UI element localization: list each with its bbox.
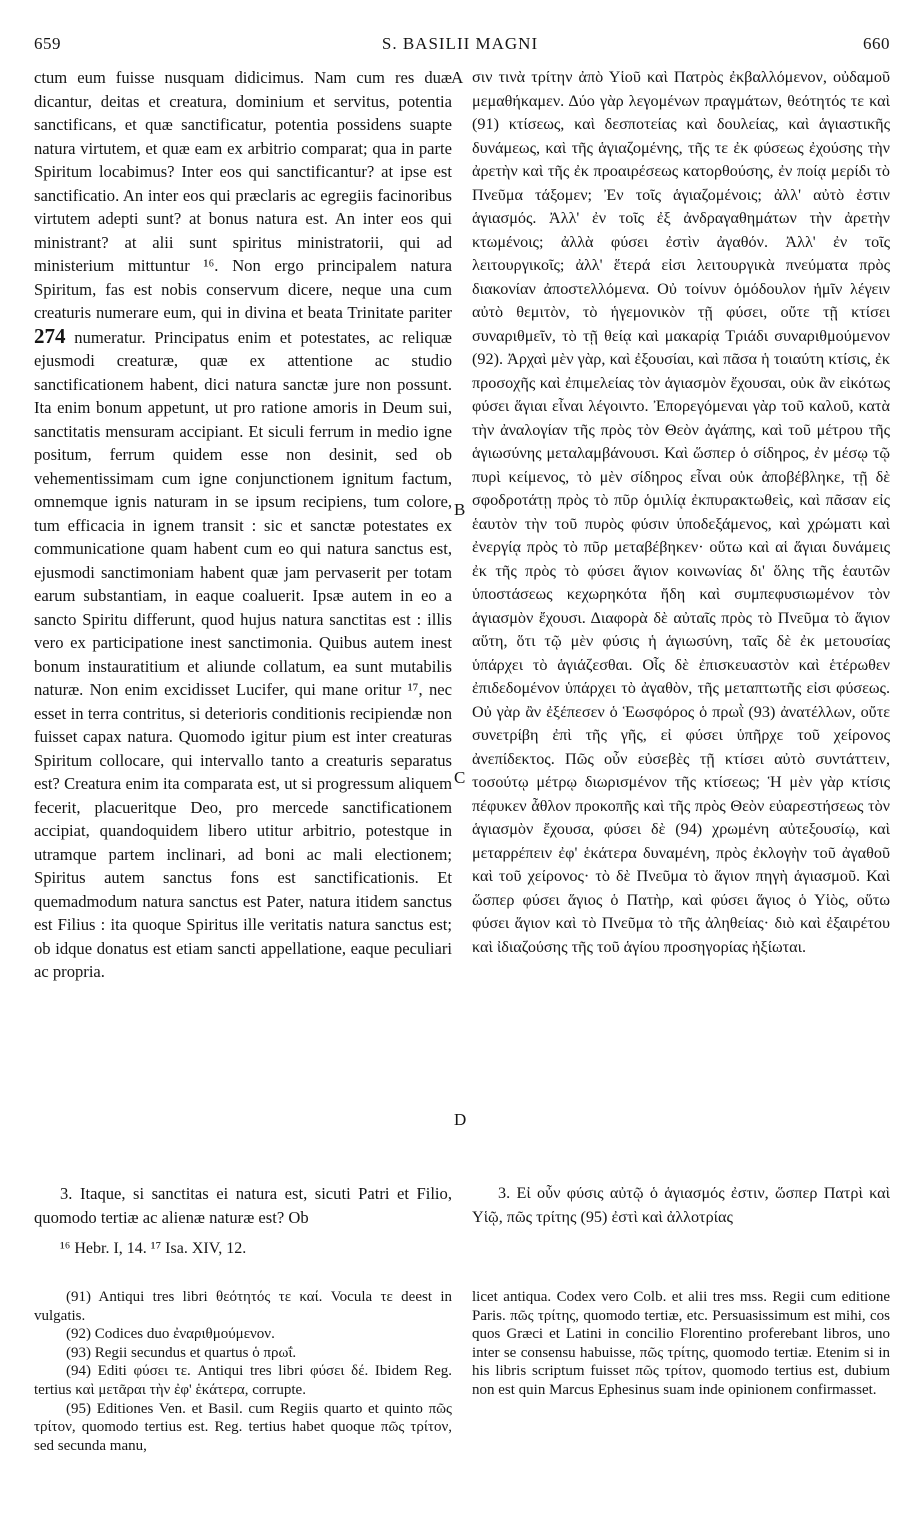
latin-column — [34, 66, 452, 1181]
latin-section-3: 3. Itaque, si sanctitas ei natura est, sicuti Patri et Filio, quomodo tertiæ ac alienæ naturæ est? Ob — [34, 1184, 452, 1227]
margin-marker-c: C — [454, 768, 466, 787]
left-page-number: 659 — [34, 34, 61, 53]
latin-text-before: ctum eum fuisse nusquam didicimus. Nam cum res duæ dicantur, deitas et creatura, dominium et servitus, potentia sanctificans, et quæ sanctificatur, potentia possidens suapte natura virtutem, et quæ eam ex arbitrio comparat; qua in parte Spiritum locabimus? Inter eos qui sanctificantur? at ipse est sanctificatio. An inter eos qui præclaris ac egregiis facinoribus virtutem adepti sunt? at bonus natura est. An inter eos qui ministrant? at alii sunt spiritus ministratorii, qui ad ministerium mittuntur ¹⁶. Non ergo principalem natura Spiritum, fas est nobis conservum dicere, neque una cum creaturis numerare eum, qui in divina et beata Trinitate pariter — [34, 68, 452, 322]
greek-paragraph: σιν τινὰ τρίτην ἀπὸ Υἱοῦ καὶ Πατρὸς ἐκβαλλόμενον, οὐδαμοῦ μεμαθήκαμεν. Δύο γὰρ λεγομένων πραγμάτων, θεότητός τε καὶ (91) κτίσεως, καὶ δεσποτείας καὶ δουλείας, καὶ ἁγιαστικῆς δυνάμεως, καὶ τῆς ἁγιαζομένης, τῆς τε ἐκ φύσεως ἐχούσης τὴν ἀρετὴν καὶ τῆς ἐκ προαιρέσεως κατορθούσης, ἐν ποίᾳ μερίδι τὸ Πνεῦμα τάξομεν; Ἐν τοῖς ἁγιαζομένοις; ἀλλ' αὐτὸ ἐστιν ἁγιασμός. Ἀλλ' ἐν τοῖς ἐξ ἀνδραγαθημάτων τὴν ἀρετὴν κτωμένοις; ἀλλὰ φύσει ἐστὶν ἀγαθόν. Ἀλλ' ἐν τοῖς λειτουργικοῖς; ἀλλ' ἕτερά εἰσι λειτουργικὰ πνεύματα πρὸς διακονίαν ἀποστελλόμενα. Οὐ τοίνυν ὁμόδουλον ἡμῖν λέγειν αὐτὸ θεμιτὸν, τὸ ἡγεμονικὸν τῇ φύσει, οὔτε τῇ κτίσει συναριθμεῖν, τὸ τῇ θείᾳ καὶ μακαρίᾳ Τριάδι συναριθμούμενον (92). Ἀρχαὶ μὲν γὰρ, καὶ ἐξουσίαι, καὶ πᾶσα ἡ τοιαύτη κτίσις, ἐκ προσοχῆς καὶ ἐπιμελείας τὸν ἁγιασμὸν ἔχουσαι, οὐκ ἂν εἰκότως φύσει ἅγιαι εἶναι λέγοιντο. Ἐπορεγόμεναι γὰρ τοῦ καλοῦ, κατὰ τὴν ἀναλογίαν τῆς πρὸς τὸν Θεὸν ἀγάπης, καὶ τοῦ μέτρου τῆς ἁγιωσύνης μεταλαμβάνουσι. Καὶ ὥσπερ ὁ σίδηρος, ἐν μέσῳ τῷ πυρὶ κείμενος, τὸ μὲν σίδηρος εἶναι οὐκ ἀποβέβληκε, τῇ δὲ σφοδροτάτῃ πρὸς τὸ πῦρ ὁμιλίᾳ ἐκπυρακτωθεὶς, καὶ πᾶσαν εἰς ἑαυτὸν τὴν τοῦ πυρὸς φύσιν ὑποδεξάμενος, καὶ χρώματι καὶ ἐνεργίᾳ πρὸς τὸ πῦρ μεταβέβηκεν· οὕτω καὶ αἱ ἅγιαι δυνάμεις ἐκ τῆς πρὸς τὸ φύσει ἅγιον κοινωνίας δι' ὅλης τῆς ἑαυτῶν ὑποστάσεως κεχωρηκότα ἤδη καὶ συμπεφυσιωμένον τὸν ἁγιασμὸν ἔχουσι. Διαφορὰ δὲ αὐταῖς πρὸς τὸ Πνεῦμα τὸ ἅγιον αὕτη, ὅτι τῷ μὲν φύσις ἡ ἁγιωσύνη, ταῖς δὲ ἐκ μετουσίας ὑπάρχει τὸ ἁγιάζεσθαι. Οἷς δὲ ἐπισκευαστὸν καὶ ἑτέρωθεν ἐπιδεδομένον ὑπάρχει τὸ ἀγαθὸν, τῆς μεταπτωτῆς εἰσι φύσεως. Οὐ γὰρ ἂν ἐξέπεσεν ὁ Ἑωσφόρος ὁ πρωῒ (93) ἀνατέλλων, οὔτε συνετρίβη ἐπὶ τῆς γῆς, εἰ φύσει ὑπῆρχε τοῦ χείρονος ἀνεπίδεκτος. Πῶς οὖν εὐσεβὲς τῇ κτίσει αὐτὸ συντάττειν, τοσούτῳ μέτρῳ διωρισμένον τῆς κτίσεως; Ἡ μὲν γὰρ κτίσις πέφυκεν ἆθλον προκοπῆς καὶ τῆς πρὸς Θεὸν εὐαρεστήσεως τὸν ἁγιασμὸν ἔχουσα, φύσει δὲ (94) χρωμένη αὐτεξουσίῳ, καὶ μεταρρέπειν ἐφ' ἑκάτερα δυναμένη, πρὸς ἐκλογὴν τοῦ ἀγαθοῦ καὶ τοῦ χείρονος· τὸ δὲ Πνεῦμα τὸ ἅγιον πηγὴ ἁγιασμοῦ. Καὶ ὥσπερ φύσει ἅγιος ὁ Πατὴρ, καὶ φύσει ἅγιος ὁ Υἱὸς, οὕτω φύσει ἅγιον καὶ τὸ Πνεῦμα τὸ τῆς ἀληθείας· διὸ καὶ ἐξαιρέτου καὶ ἰδιαζούσης τῆς τοῦ ἁγίου προσηγορίας ἠξίωται. — [472, 68, 890, 956]
margin-marker-d: D — [454, 1110, 467, 1129]
right-page-number: 660 — [863, 34, 890, 53]
latin-text-after: numeratur. Principatus enim et potestates, ac reliquæ ejusmodi creaturæ, quæ ex attentione ac studio sanctificationem habent, dici natura sanctæ jure non possunt. Ita enim bonum appetunt, ut pro ratione amoris in Deum sui, sanctitatis mensuram accipiant. Et siculi ferrum in medio igne positum, ferrum quidem esse non desinit, sed ob vehementissimam cum igne conjunctionem ignitum factum, omnemque ignis naturam in se ipsum recipiens, tum colore, tum efficacia in ignem transit : sic et sanctæ potestates ex communicatione quam habent cum eo qui natura sanctus est, ejusmodi sanctimoniam habent quæ jam pervaserit per totam earum substantiam, in eaque coaluerit. Ipsæ autem in eo a sancto Spiritu differunt, quod hujus natura sanctitas est : illis vero ex participatione inest sanctimonia. Quibus autem inest bonum instauratitium et aliunde collatum, ea sunt mutabilis naturæ. Non enim excidisset Lucifer, qui mane oritur ¹⁷, nec esset in terra contritus, si deterioris conditionis recipiendæ non fuisset capax natura. Quomodo igitur pium est inter creaturas Spiritum collocare, qui intervallo tanto a creaturis separatus est? Creatura enim ita comparata est, ut si progressum aliquem fecerit, placueritque Deo, pro mercede sanctificationem accipiat, quandoquidem libero utitur arbitrio, potestque in utramque partem inclinari, ad boni ac mali electionem; Spiritus autem sanctus fons est sanctificationis. Et quemadmodum natura sanctus est Pater, natura itidem sanctus est Filius : ita quoque Spiritus ille veritatis natura sanctus est; ob idque donatus est etiam sancti appellatione, eaque peculiari ac propria. — [34, 327, 453, 981]
note-93: (93) Regii secundus et quartus ὁ πρωΐ. — [66, 1344, 297, 1361]
latin-paragraph — [34, 66, 452, 984]
note-95: (95) Editiones Ven. et Basil. cum Regiis quarto et quinto πῶς τρίτον, quomodo tertius est. Reg. tertius habet quoque πῶς τρίτον, sed secunda manu, — [34, 1400, 452, 1454]
running-title: S. BASILII MAGNI — [381, 34, 539, 53]
editorial-notes-left — [34, 1288, 452, 1455]
note-91: (91) Antiqui tres libri θεότητός τε καί. Vocula τε deest in vulgatis. — [34, 1289, 452, 1324]
editorial-notes-right: licet antiqua. Codex vero Colb. et alii tres mss. Regii cum editione Paris. πῶς τρίτης, quomodo tertiæ, etc. Persuasissimum est mihi, cos quos Græci et Latini in concilio Florentino proferebant libros, uno inter se consensu habuisse, πῶς τρίτης, quomodo tertiæ. Etenim si in his libris scriptum fuisset πῶς τρίτον, quomodo tertius est, dubium non est quin Marcus Ephesinus suam inde opinionem confirmasset. — [472, 1289, 890, 1398]
note-94: (94) Editi φύσει τε. Antiqui tres libri φύσει δέ. Ibidem Reg. tertius καὶ μετᾶραι τὴν ἐφ' ἑκάτερα, corrupte. — [34, 1363, 452, 1398]
column-number: 274 — [34, 323, 66, 348]
note-92: (92) Codices duo ἐναριθμούμενον. — [66, 1326, 275, 1343]
margin-marker-a: A — [451, 68, 464, 87]
scripture-footnotes: ¹⁶ Hebr. I, 14. ¹⁷ Isa. XIV, 12. — [60, 1240, 247, 1257]
greek-column — [472, 66, 890, 1181]
greek-section-3: 3. Εἰ οὖν φύσις αὐτῷ ὁ ἁγιασμός ἐστιν, ὥσπερ Πατρὶ καὶ Υἱῷ, πῶς τρίτης (95) ἐστὶ καὶ ἀλλοτρίας — [472, 1184, 890, 1226]
margin-marker-b: B — [454, 500, 466, 519]
